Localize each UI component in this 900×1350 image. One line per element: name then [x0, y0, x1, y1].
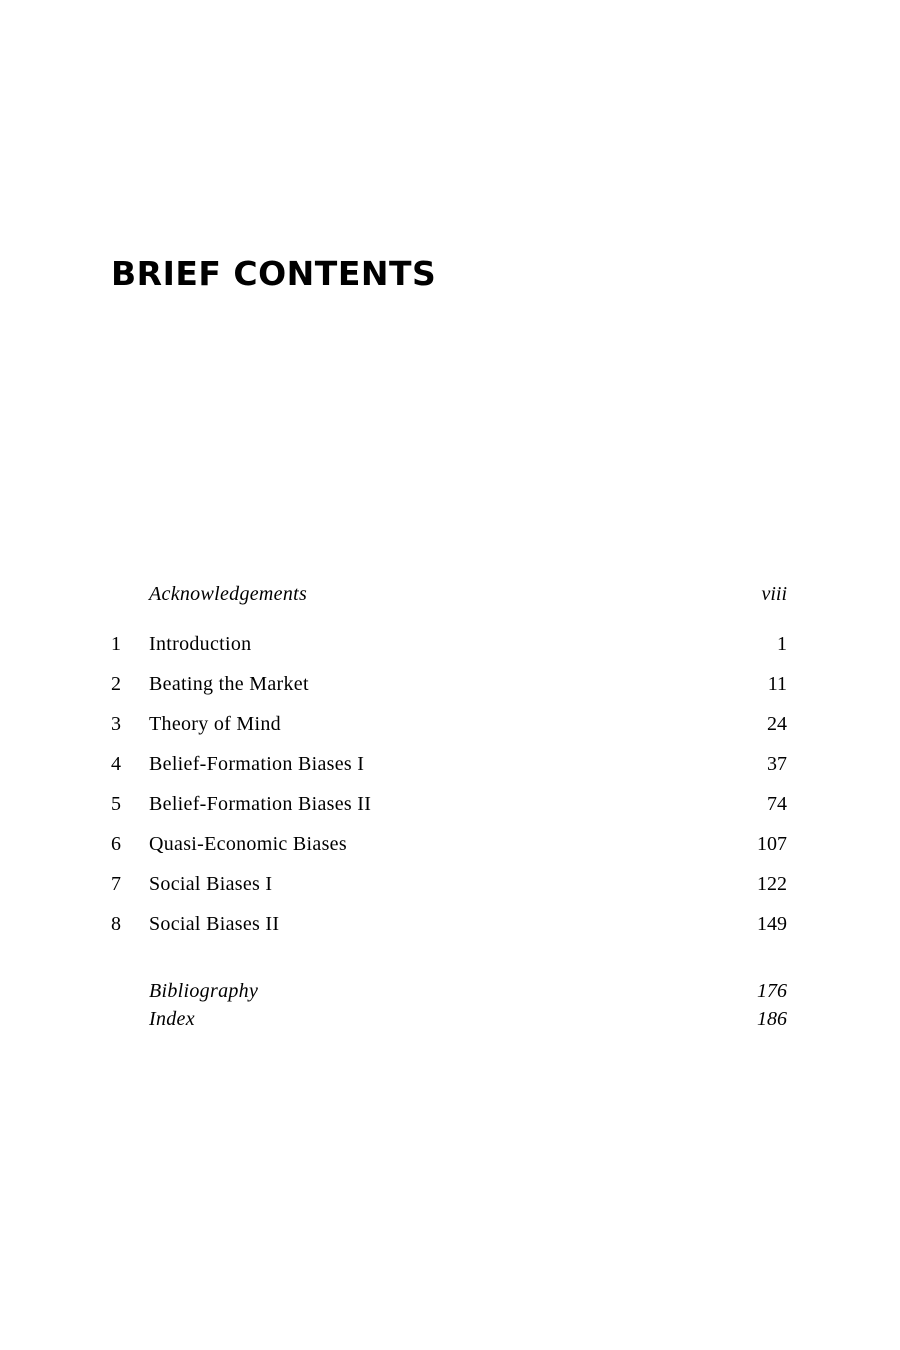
- entry-label: Introduction: [149, 633, 252, 655]
- entry-page: 74: [767, 793, 787, 815]
- entry-number: 2: [111, 673, 121, 695]
- entry-number: 1: [111, 633, 121, 655]
- front-matter-group: [111, 583, 787, 606]
- entry-number: 4: [111, 753, 121, 775]
- entry-page: 176: [757, 980, 787, 1002]
- entry-page: 1: [777, 633, 787, 655]
- entry-label: Quasi-Economic Biases: [149, 833, 347, 855]
- entry-number: 3: [111, 713, 121, 735]
- chapter-list: [111, 633, 787, 953]
- entry-page: 186: [757, 1008, 787, 1030]
- entry-number: 6: [111, 833, 121, 855]
- list-item[interactable]: [111, 753, 787, 793]
- page-title: BRIEF CONTENTS: [111, 254, 437, 294]
- entry-label: Belief-Formation Biases II: [149, 793, 372, 815]
- list-item[interactable]: [111, 673, 787, 713]
- entry-label: Acknowledgements: [149, 583, 308, 605]
- entry-page: 37: [767, 753, 787, 775]
- entry-page: 24: [767, 713, 787, 735]
- list-item[interactable]: [111, 583, 787, 606]
- entry-label: Theory of Mind: [149, 713, 281, 735]
- list-item[interactable]: [111, 793, 787, 833]
- entry-label: Social Biases I: [149, 873, 273, 895]
- entry-number: 7: [111, 873, 121, 895]
- entry-page: 11: [767, 673, 787, 695]
- entry-label: Beating the Market: [149, 673, 309, 695]
- entry-label: Bibliography: [149, 980, 259, 1002]
- back-matter-group: [111, 980, 787, 1036]
- list-item[interactable]: [111, 1008, 787, 1036]
- entry-label: Social Biases II: [149, 913, 280, 935]
- entry-page: 107: [757, 833, 787, 855]
- entry-page: 149: [757, 913, 787, 935]
- list-item[interactable]: [111, 833, 787, 873]
- entry-page: viii: [761, 583, 787, 605]
- list-item[interactable]: [111, 713, 787, 753]
- entry-number: 5: [111, 793, 121, 815]
- entry-page: 122: [757, 873, 787, 895]
- list-item[interactable]: [111, 873, 787, 913]
- entry-number: 8: [111, 913, 121, 935]
- entry-label: Index: [149, 1008, 195, 1030]
- list-item[interactable]: [111, 913, 787, 953]
- entry-label: Belief-Formation Biases I: [149, 753, 365, 775]
- list-item[interactable]: [111, 980, 787, 1008]
- table-of-contents: [111, 583, 787, 1036]
- list-item[interactable]: [111, 633, 787, 673]
